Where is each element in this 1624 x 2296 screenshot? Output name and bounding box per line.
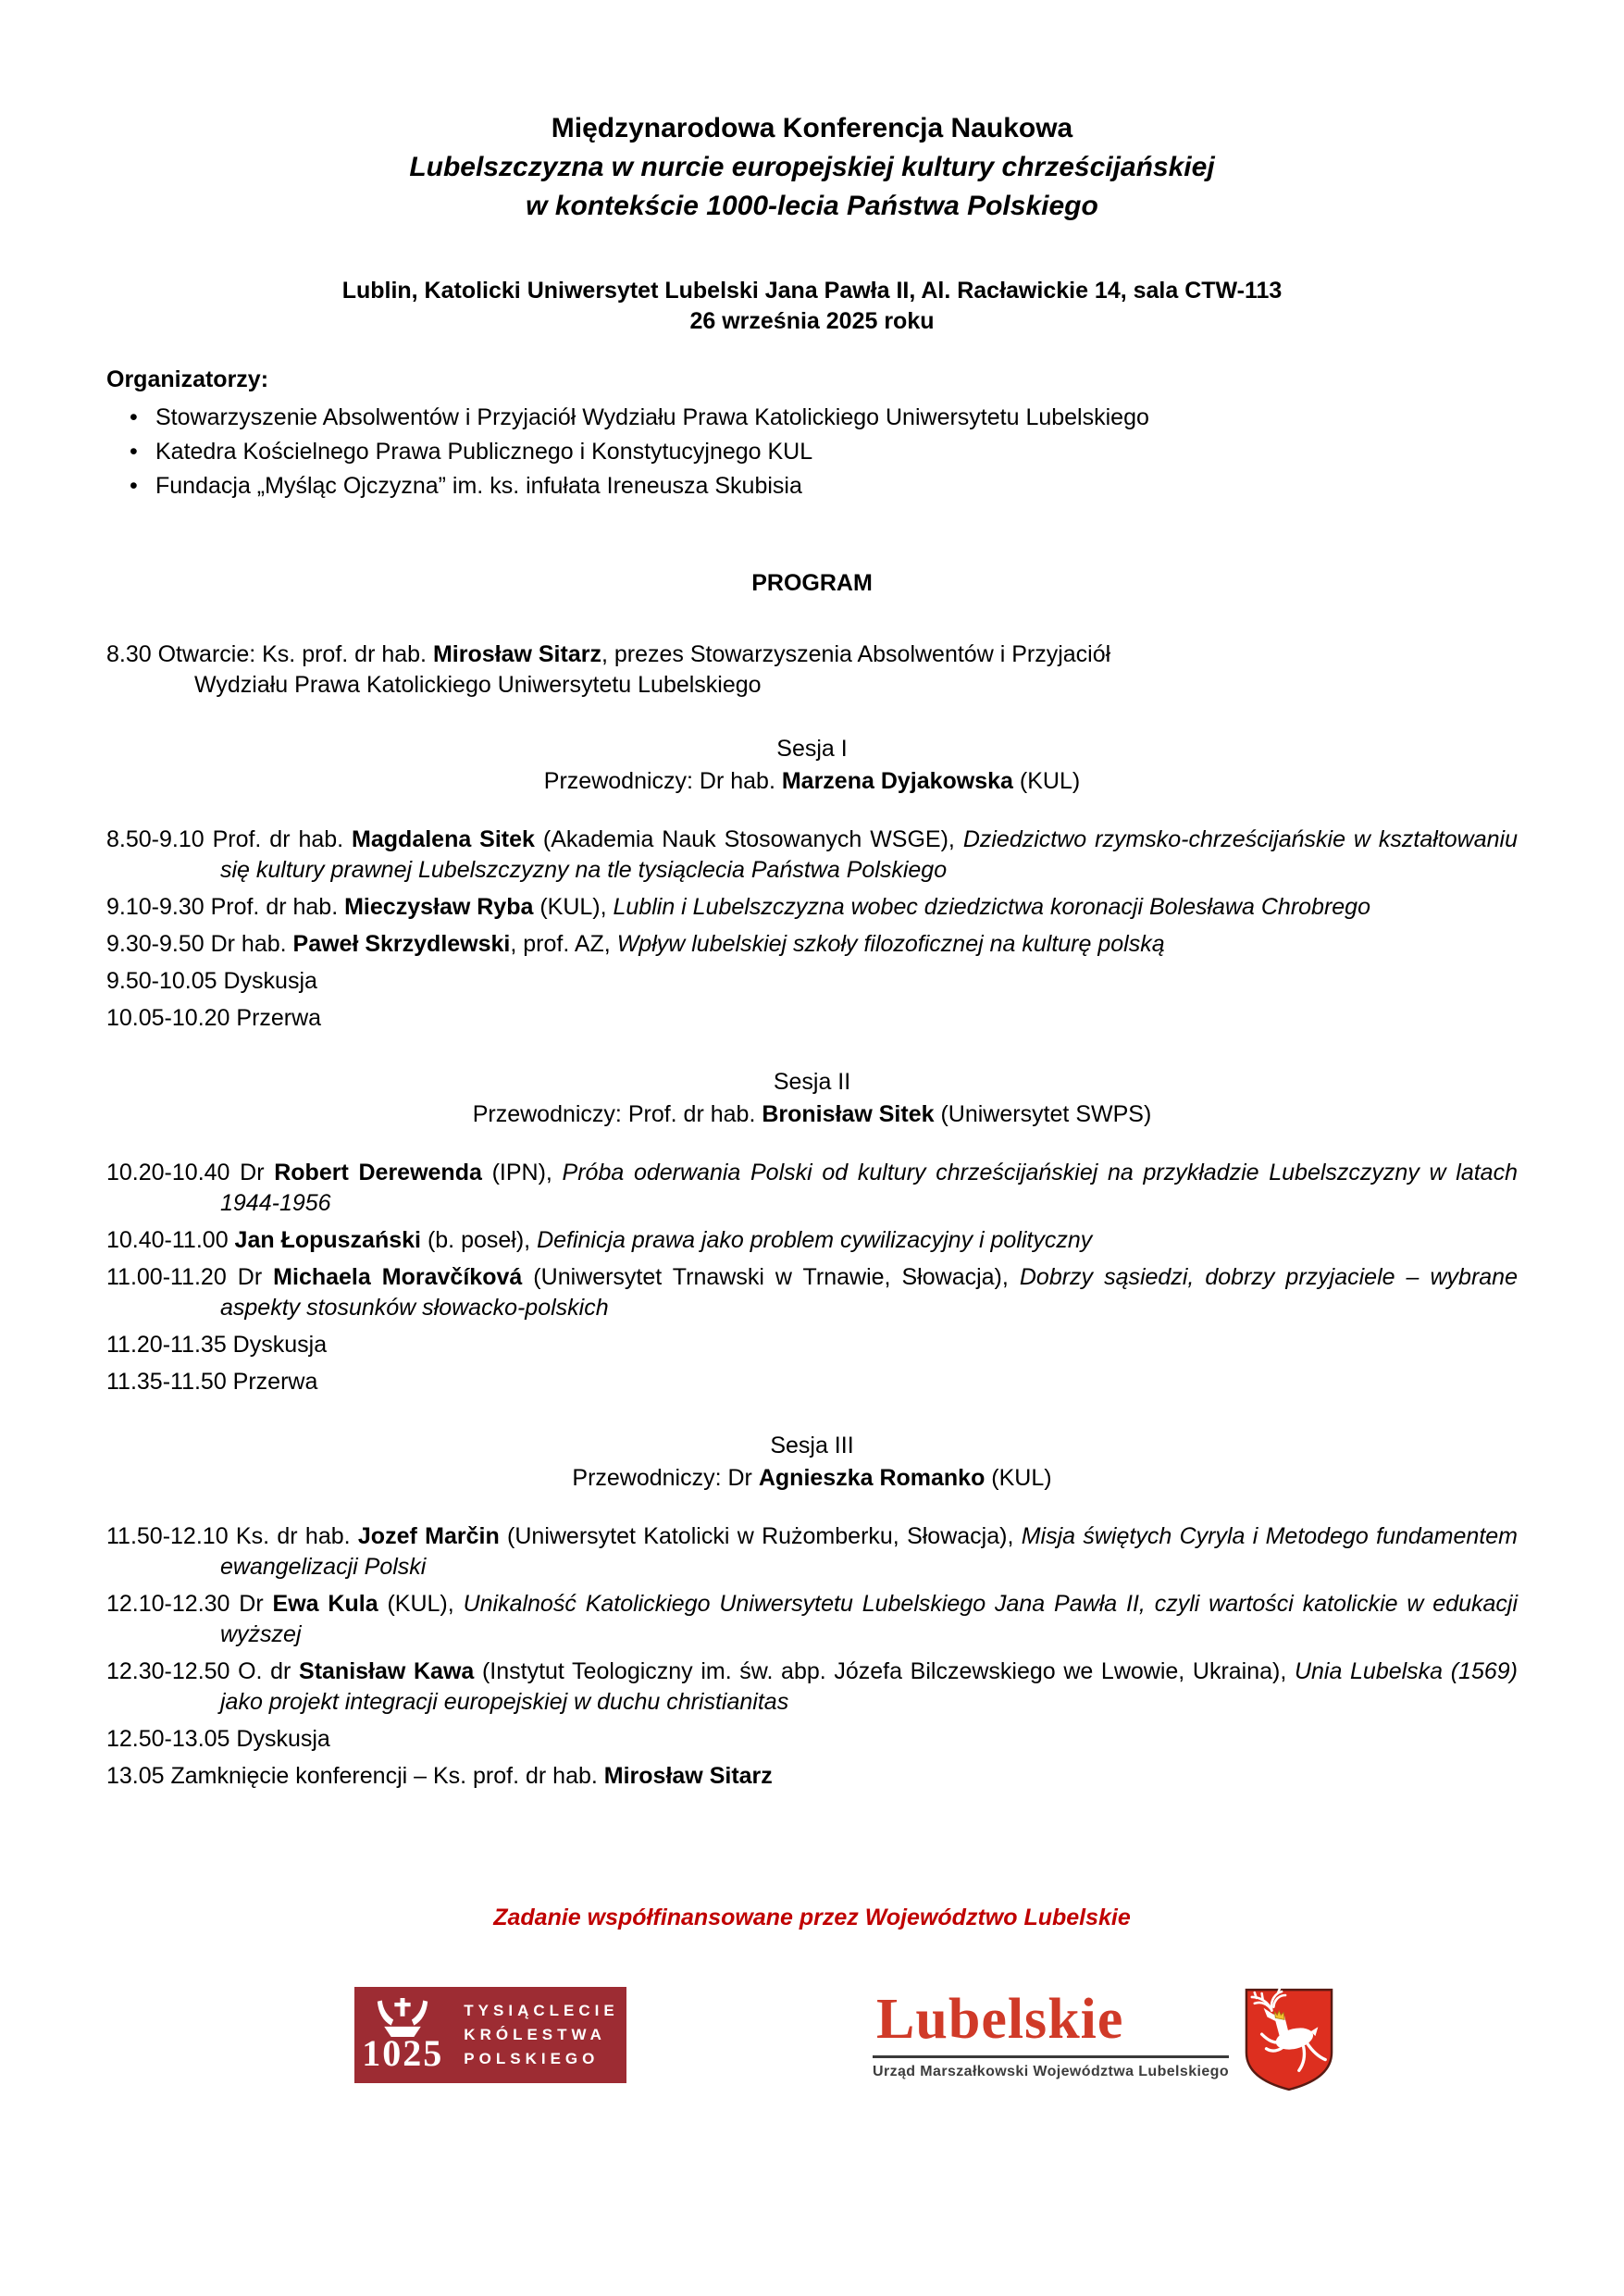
program-entry: 8.50-9.10 Prof. dr hab. Magdalena Sitek (Akademia Nauk Stosowanych WSGE), Dziedzictwo rzymsko-chrześcijańskie w kształtowaniu się kultury prawnej Lubelszczyzny na tle tysiąclecia Państwa Polskiego [106, 826, 1518, 883]
conference-title-block [106, 0, 1518, 226]
organizer-item-label: Katedra Kościelnego Prawa Publicznego i Konstytucyjnego KUL [155, 439, 813, 465]
program-entry: 11.50-12.10 Ks. dr hab. Jozef Marčin (Uniwersytet Katolicki w Rużomberku, Słowacja), Misja świętych Cyryla i Metodego fundamentem ewangelizacji Polski [106, 1523, 1518, 1580]
bullet-icon: • [130, 473, 138, 499]
program-entry: 11.35-11.50 Przerwa [106, 1369, 318, 1395]
program-entry: 9.10-9.30 Prof. dr hab. Mieczysław Ryba (KUL), Lublin i Lubelszczyzna wobec dziedzictwa koronacji Bolesława Chrobrego [106, 894, 1370, 920]
program-entry: 10.05-10.20 Przerwa [106, 1005, 322, 1031]
session-chair: Przewodniczy: Dr hab. Marzena Dyjakowska (KUL) [543, 768, 1081, 794]
organizer-item [130, 469, 1518, 503]
organizer-item-label: Stowarzyszenie Absolwentów i Przyjaciół Wydziału Prawa Katolickiego Uniwersytetu Lubelskiego [155, 404, 1149, 430]
millennium-caption-line: TYSIĄCLECIE [464, 2002, 619, 2019]
program-heading: PROGRAM [751, 570, 873, 596]
millennium-logo-caption [464, 1999, 618, 2071]
session-1-entries [106, 825, 1518, 1034]
program-entry: 10.20-10.40 Dr Robert Derewenda (IPN), Próba oderwania Polski od kultury chrześcijańskiej na przykładzie Lubelszczyzny w latach 1944-1956 [106, 1160, 1518, 1216]
millennium-caption-line: KRÓLESTWA [464, 2026, 606, 2043]
lubelskie-logo [873, 1987, 1334, 2092]
program-entry: 11.00-11.20 Dr Michaela Moravčíková (Uniwersytet Trnawski w Trnawie, Słowacja), Dobrzy sąsiedzi, dobrzy przyjaciele – wybrane aspekty stosunków słowacko-polskich [106, 1264, 1518, 1321]
lubelskie-wordmark: Lubelskie [876, 1988, 1124, 2051]
organizers-heading: Organizatorzy: [106, 366, 269, 392]
venue-block [106, 276, 1518, 337]
program-entry: 12.50-13.05 Dyskusja [106, 1726, 330, 1752]
millennium-logo-emblem [362, 1998, 443, 2072]
session-2 [106, 1067, 1518, 1397]
program-opening-entry: 8.30 Otwarcie: Ks. prof. dr hab. Mirosław Sitarz, prezes Stowarzyszenia Absolwentów i Przyjaciół Wydziału Prawa Katolickiego Uniwersytetu Lubelskiego [106, 641, 1111, 698]
session-title: Sesja III [770, 1433, 854, 1458]
millennium-year: 1025 [362, 2032, 444, 2074]
program-entry: 12.10-12.30 Dr Ewa Kula (KUL), Unikalność Katolickiego Uniwersytetu Lubelskiego Jana Pawła II, czyli wartości katolickie w edukacji wyższej [106, 1591, 1519, 1647]
lubelskie-subtitle: Urząd Marszałkowski Województwa Lubelskiego [873, 2064, 1229, 2079]
conference-title-line-1: Międzynarodowa Konferencja Naukowa [551, 113, 1073, 143]
program-entry: 9.30-9.50 Dr hab. Paweł Skrzydlewski, prof. AZ, Wpływ lubelskiej szkoły filozoficznej na kulturę polską [106, 931, 1165, 957]
session-chair: Przewodniczy: Prof. dr hab. Bronisław Sitek (Uniwersytet SWPS) [472, 1101, 1152, 1127]
session-3-head [106, 1431, 1518, 1494]
organizer-item-label: Fundacja „Myśląc Ojczyzna” im. ks. infułata Ireneusza Skubisia [155, 473, 802, 499]
session-3-entries [106, 1521, 1518, 1792]
session-chair: Przewodniczy: Dr Agnieszka Romanko (KUL) [572, 1465, 1052, 1491]
lubelskie-logo-text [873, 1987, 1229, 2080]
program-entry: 13.05 Zamknięcie konferencji – Ks. prof. dr hab. Mirosław Sitarz [106, 1763, 773, 1789]
conference-title-line-3: w kontekście 1000-lecia Państwa Polskiego [526, 191, 1098, 221]
lubelskie-coat-of-arms-icon [1244, 1987, 1334, 2092]
date-line: 26 września 2025 roku [689, 308, 935, 334]
millennium-caption-line: POLSKIEGO [464, 2050, 600, 2067]
program-entry: 11.20-11.35 Dyskusja [106, 1332, 328, 1358]
organizers-section [106, 365, 1518, 503]
bullet-icon: • [130, 404, 138, 430]
session-title: Sesja II [773, 1069, 851, 1095]
session-1-head [106, 734, 1518, 797]
funding-note: Zadanie współfinansowane przez Województwo Lubelskie [493, 1905, 1131, 1930]
program-entry: 9.50-10.05 Dyskusja [106, 968, 317, 994]
organizer-item [130, 401, 1518, 435]
session-2-head [106, 1067, 1518, 1130]
bullet-icon: • [130, 439, 138, 465]
program-entry: 10.40-11.00 Jan Łopuszański (b. poseł), Definicja prawa jako problem cywilizacyjny i polityczny [106, 1227, 1093, 1253]
organizers-list [106, 401, 1518, 503]
footer-logos [354, 1987, 1518, 2092]
venue-line: Lublin, Katolicki Uniwersytet Lubelski Jana Pawła II, Al. Racławickie 14, sala CTW-113 [341, 278, 1283, 304]
organizer-item [130, 435, 1518, 469]
conference-title-line-2: Lubelszczyzna w nurcie europejskiej kultury chrześcijańskiej [409, 152, 1215, 182]
crown-icon [374, 1998, 431, 2037]
millennium-logo [354, 1987, 626, 2083]
session-3 [106, 1431, 1518, 1792]
session-1 [106, 734, 1518, 1034]
session-2-entries [106, 1158, 1518, 1397]
program-entry: 12.30-12.50 O. dr Stanisław Kawa (Instytut Teologiczny im. św. abp. Józefa Bilczewskiego we Lwowie, Ukraina), Unia Lubelska (1569) jako projekt integracji europejskiej w duchu christianitas [106, 1658, 1518, 1715]
session-title: Sesja I [776, 736, 848, 762]
divider [873, 2055, 1229, 2058]
